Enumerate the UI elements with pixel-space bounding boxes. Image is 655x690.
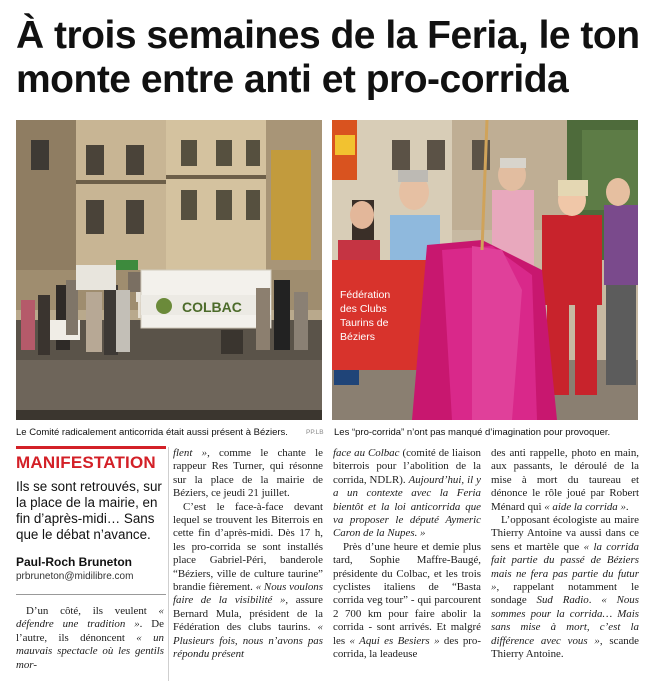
paragraph: L’opposant écologiste au maire Thierry Antoine va aussi dans ce sens et martèle que « la corrida fait partie du passé de Béziers mais ne fera pas partie du futur », rappelant notamment le sondage Sud Radio. « Nous sommes pour la corrida… Mais sans mise à mort, c’est la différence avec vous », scande Thierry Antoine.	[491, 514, 639, 661]
rubric-label: MANIFESTATION	[16, 453, 156, 472]
paragraph: C’est le face-à-face devant lequel se trouvent les Biterrois en cette fin d’après-midi. Dès 17 h, les pro-corrida se sont installés place Gabriel-Péri, banderole “Béziers, ville de culture taurine” brandie fièrement. « Nous voulons faire de la visibilité », assure Bernard Mula, président de la Fédération des clubs taurins. « Plusieurs fois, nous n’avons pas répondu présent	[173, 500, 323, 661]
photo-pro-corrida	[332, 120, 638, 420]
photo-caption-right: Les “pro-corrida” n’ont pas manqué d’imagination pour provoquer.	[334, 427, 611, 438]
standfirst: Ils se sont retrouvés, sur la place de la mairie, en fin d’après-midi… Sans que le débat n’avance.	[16, 479, 162, 542]
headline: À trois semaines de la Feria, le ton monte entre anti et pro-corrida	[16, 14, 640, 101]
author-email[interactable]: prbruneton@midilibre.com	[16, 571, 134, 582]
author-name: Paul-Roch Bruneton	[16, 555, 132, 569]
rubric-rule	[16, 446, 166, 449]
photo-caption-left: Le Comité radicalement anticorrida était aussi présent à Béziers.	[16, 427, 288, 438]
paragraph: flent », comme le chante le rappeur Res Turner, qui résonne sur la place de la mairie de Béziers, ce jeudi 21 juillet.	[173, 447, 323, 500]
paragraph: Près d’une heure et demie plus tard, Sophie Maffre-Baugé, présidente du Colbac, et les trois cyclistes italiens de “Basta corrida veg tour” - qui parcourent 2 700 km pour faire abolir la corrida - sont arrivés. Et malgré les « Aqui es Besiers » des pro-corrida, la leadeuse	[333, 540, 481, 661]
article-column-2	[173, 447, 323, 662]
paragraph: D’un côté, ils veulent « défendre une tradition ». De l’autre, ils dénoncent « un mauvais spectacle où les gentils mor-	[16, 605, 164, 671]
article-column-1	[16, 605, 164, 672]
byline-divider	[16, 594, 166, 595]
federation-banner-text: Fédération des Clubs Taurins de Béziers	[340, 289, 391, 343]
photo-anti-corrida	[16, 120, 322, 420]
paragraph: face au Colbac (comité de liaison biterrois pour l’abolition de la corrida, NDLR). Aujourd’hui, il y a un contexte avec la Feria bientôt et la loi anticorrida que va proposer le député Aymeric Caron de la Nupes. »	[333, 447, 482, 540]
article-column-4	[491, 447, 639, 662]
article-column-3	[333, 447, 481, 662]
paragraph: des anti rappelle, photo en main, aux passants, le déroulé de la mise à mort du taureau et dénonce le rôle joué par Robert Ménard qui « aide la corrida ».	[491, 447, 639, 513]
intro-block	[16, 446, 166, 595]
photo-credit: PP.LB	[306, 429, 324, 436]
colbac-banner-text: COLBAC	[182, 299, 242, 315]
column-divider	[168, 447, 169, 681]
